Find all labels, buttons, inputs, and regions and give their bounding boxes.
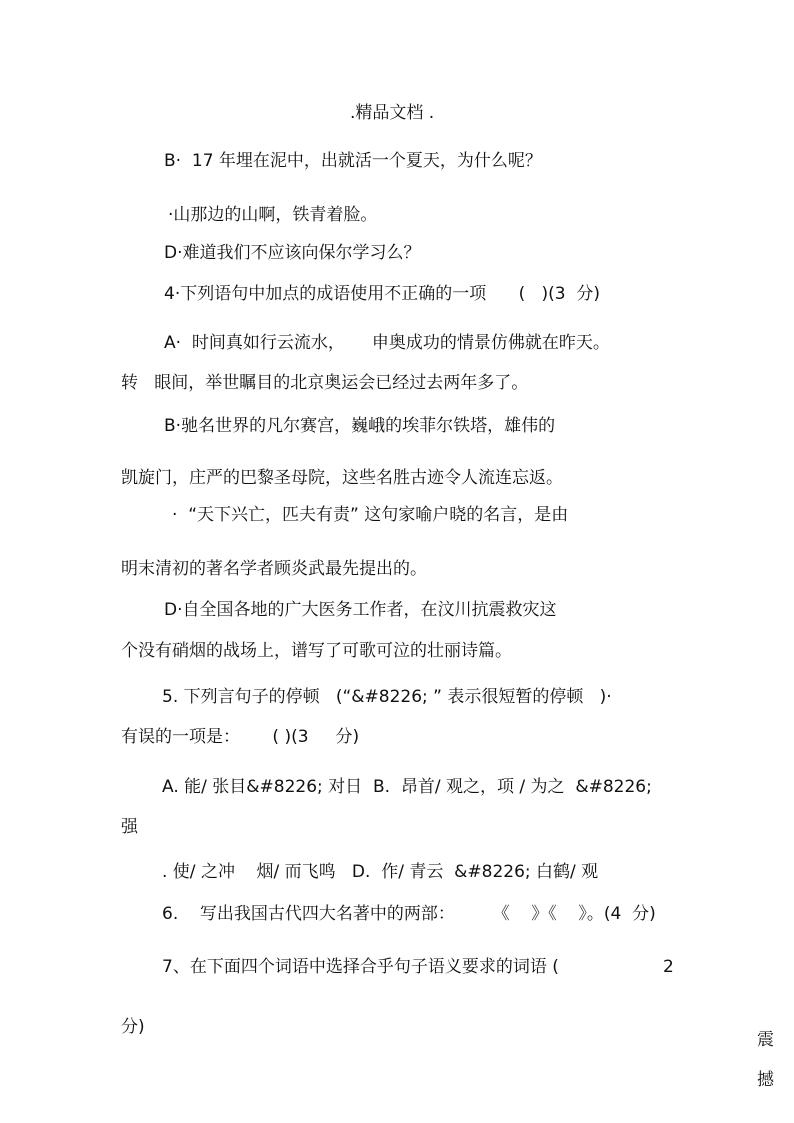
q4-option-d-cont: 个没有硝烟的战场上，谱写了可歌可泣的壮丽诗篇。 [121, 641, 512, 661]
question-6: 6. 写出我国古代四大名著中的两部： 《 》《 》。(4 分) [162, 904, 656, 924]
q4-option-a: A· 时间真如行云流水， 申奥成功的情景仿佛就在昨天。 [164, 333, 610, 353]
q4-option-b: B·驰名世界的凡尔赛宫，巍峨的埃菲尔铁塔，雄伟的 [164, 416, 556, 436]
option-d-line: D·难道我们不应该向保尔学习么？ [164, 243, 421, 263]
margin-word-2: 撼 [757, 1070, 774, 1090]
option-b-line: B· 17 年埋在泥中，出就活一个夏天，为什么呢？ [164, 151, 542, 171]
question-7-cont: 分) [121, 1017, 145, 1037]
margin-word-1: 震 [757, 1030, 774, 1050]
question-7-score: 2 [663, 957, 674, 977]
q5-options-cd: . 使/ 之冲 烟/ 而飞鸣 D. 作/ 青云 &#8226; 白鹤/ 观 [162, 862, 599, 882]
question-4: 4·下列语句中加点的成语使用不正确的一项 ( )(3 分) [164, 284, 601, 304]
question-5: 5. 下列言句子的停顿 (“&#8226; ” 表示很短暂的停顿 )· [162, 687, 612, 707]
question-7: 7、在下面四个词语中选择合乎句子语义要求的词语 ( [162, 957, 559, 977]
question-5-cont: 有误的一项是： ( )(3 分) [121, 727, 360, 747]
q5-options-ab-cont: 强 [121, 817, 138, 837]
q4-option-d: D·自全国各地的广大医务工作者，在汶川抗震救灾这 [164, 600, 557, 620]
q4-option-b-cont: 凯旋门，庄严的巴黎圣母院，这些名胜古迹令人流连忘返。 [121, 468, 563, 488]
page-header: .精品文档 . [350, 103, 435, 123]
q4-option-a-cont: 转 眼间，举世瞩目的北京奥运会已经过去两年多了。 [121, 373, 529, 393]
q5-options-ab: A. 能/ 张目&#8226; 对日 B. 昂首/ 观之，项 / 为之 &#8226; [162, 777, 652, 797]
q4-option-c: · “天下兴亡，匹夫有责” 这句家喻户晓的名言，是由 [172, 505, 569, 525]
q4-option-c-cont: 明末清初的著名学者顾炎武最先提出的。 [121, 559, 427, 579]
option-c-line: ·山那边的山啊，铁青着脸。 [168, 205, 378, 225]
